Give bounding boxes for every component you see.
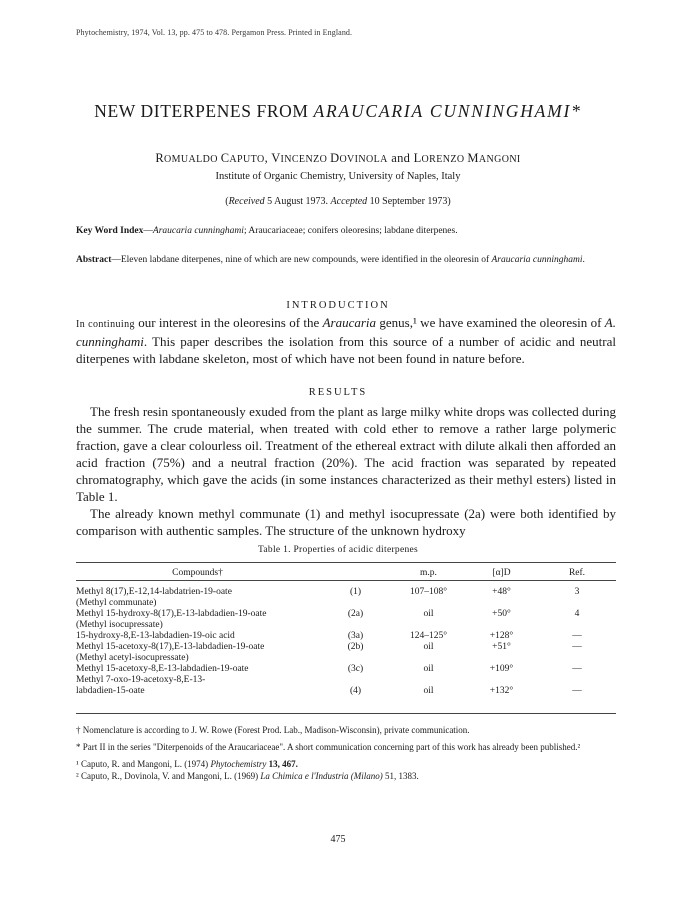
footnote-dagger: † Nomenclature is according to J. W. Rowe (Forest Prod. Lab., Madison-Wisconsin), private communication. bbox=[76, 725, 470, 735]
table-row: Methyl 8(17),E-12,14-labdatrien-19-oate (1) 107–108° +48° 3 bbox=[76, 587, 580, 597]
results-paragraph-1: The fresh resin spontaneously exuded from the plant as large milky white drops was collected during the summer. The crude material, when treated with cold ether to remove a rather large polymeric fraction, gave a clear colourless oil. Treatment of the ethereal extract with dilute alkali then afforded an acid fraction (75%) and a neutral fraction (20%). The acid fraction was separated by repeated chromatography, which gave the acids (in some instances characterized as their methyl esters) listed in Table 1. bbox=[76, 404, 616, 504]
keyword-label: Key Word Index bbox=[76, 226, 144, 236]
reference-1: ¹ Caputo, R. and Mangoni, L. (1974) Phytochemistry 13, 467. bbox=[76, 759, 298, 769]
header-rotation: [α]D bbox=[492, 568, 511, 578]
table-header-row bbox=[76, 567, 616, 581]
page-number: 475 bbox=[330, 834, 346, 845]
author-2: VINCENZO DOVINOLA bbox=[271, 151, 388, 165]
title-italic: ARAUCARIA CUNNINGHAMI* bbox=[313, 101, 582, 121]
introduction-paragraph: In continuing our interest in the oleoresins of the Araucaria genus,¹ we have examined the oleoresin of A. cunninghami. This paper describes the isolation from this source of a number of acidic and neutral diterpenes with labdane skeleton, most of which have not been found in nature before. bbox=[76, 315, 616, 366]
table-row: Methyl 7-oxo-19-acetoxy-8,E-13- bbox=[76, 675, 206, 685]
author-list: ROMUALDO CAPUTO, VINCENZO DOVINOLA and LORENZO MANGONI bbox=[155, 151, 521, 165]
abstract: Abstract—Eleven labdane diterpenes, nine of which are new compounds, were identified in the oleoresin of Araucaria cunninghami. bbox=[76, 255, 585, 265]
title-plain: NEW DITERPENES FROM bbox=[94, 101, 314, 121]
table-row: (Methyl isocupressate) bbox=[76, 620, 163, 630]
institution: Institute of Organic Chemistry, University of Naples, Italy bbox=[215, 171, 461, 182]
introduction-heading: INTRODUCTION bbox=[286, 300, 390, 311]
reference-2: ² Caputo, R., Dovinola, V. and Mangoni, L. (1969) La Chimica e l'Industria (Milano) 51, 1383. bbox=[76, 771, 419, 781]
table-top-rule bbox=[76, 562, 616, 563]
results-heading: RESULTS bbox=[308, 387, 368, 398]
table-row: Methyl 15-acetoxy-8,E-13-labdadien-19-oate (3c) oil +109° — bbox=[76, 664, 582, 674]
results-paragraph-2: The already known methyl communate (1) and methyl isocupressate (2a) were both identified by comparison with authentic samples. The structure of the unknown hydroxy bbox=[76, 506, 616, 538]
table-bottom-rule bbox=[76, 713, 616, 714]
table-row: Methyl 15-hydroxy-8(17),E-13-labdadien-19-oate (2a) oil +50° 4 bbox=[76, 609, 580, 619]
results-body bbox=[76, 403, 616, 539]
properties-table bbox=[76, 567, 616, 697]
table-row: (Methyl acetyl-isocupressate) bbox=[76, 653, 189, 663]
table-row: 15-hydroxy-8,E-13-labdadien-19-oic acid (3a) 124–125° +128° — bbox=[76, 631, 582, 641]
table-row: (Methyl communate) bbox=[76, 598, 157, 608]
keyword-index: Key Word Index—Araucaria cunninghami; Araucariaceae; conifers oleoresins; labdane diterpenes. bbox=[76, 226, 458, 236]
footnotes bbox=[76, 724, 616, 782]
abstract-label: Abstract bbox=[76, 255, 112, 265]
footnote-star: * Part II in the series "Diterpenoids of the Araucariaceae". A short communication concerning part of this work has already been published.² bbox=[76, 742, 581, 752]
article-title bbox=[0, 101, 676, 122]
table-row: labdadien-15-oate (4) oil +132° — bbox=[76, 686, 582, 696]
author-3: LORENZO MANGONI bbox=[413, 151, 521, 165]
header-ref: Ref. bbox=[568, 568, 586, 578]
table-caption: Table 1. Properties of acidic diterpenes bbox=[257, 545, 419, 555]
journal-citation: Phytochemistry, 1974, Vol. 13, pp. 475 to 478. Pergamon Press. Printed in England. bbox=[76, 28, 353, 37]
received-dates: (Received 5 August 1973. Accepted 10 September 1973) bbox=[225, 196, 451, 207]
header-compounds: Compounds† bbox=[172, 568, 223, 578]
author-1: ROMUALDO CAPUTO bbox=[155, 151, 265, 165]
table-row: Methyl 15-acetoxy-8(17),E-13-labdadien-19-oate (2b) oil +51° — bbox=[76, 642, 582, 652]
header-mp: m.p. bbox=[420, 568, 437, 578]
